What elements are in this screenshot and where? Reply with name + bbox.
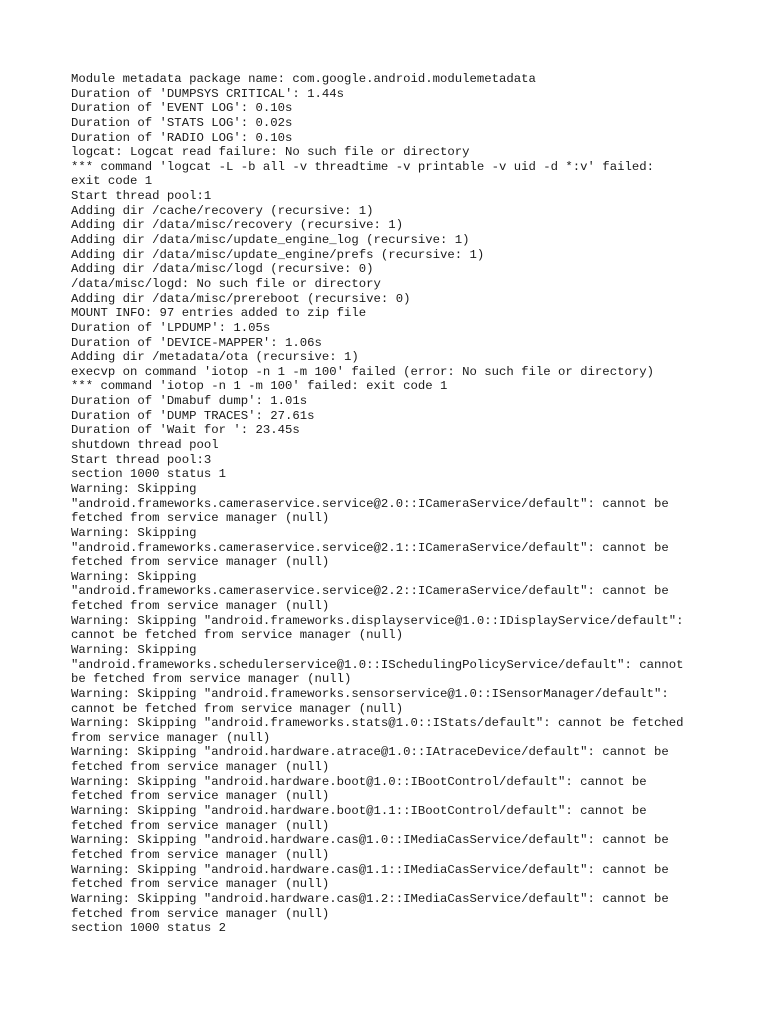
log-line: shutdown thread pool xyxy=(71,438,219,453)
log-line: Adding dir /data/misc/prereboot (recursive: 0) xyxy=(71,291,411,306)
log-line: execvp on command 'iotop -n 1 -m 100' failed (error: No such file or directory) xyxy=(71,364,654,379)
log-line: Warning: Skipping xyxy=(71,481,197,496)
log-line: Warning: Skipping "android.frameworks.displayservice@1.0::IDisplayService/default": xyxy=(71,613,684,628)
log-line: Adding dir /data/misc/recovery (recursive: 1) xyxy=(71,218,404,233)
log-line: fetched from service manager (null) xyxy=(71,789,330,804)
log-line: Start thread pool:1 xyxy=(71,189,212,204)
log-line: exit code 1 xyxy=(71,174,153,189)
log-line: fetched from service manager (null) xyxy=(71,906,330,921)
log-line: Warning: Skipping "android.hardware.cas@1.0::IMediaCasService/default": cannot be xyxy=(71,833,669,848)
log-line: from service manager (null) xyxy=(71,730,271,745)
log-line: Start thread pool:3 xyxy=(71,452,212,467)
log-line: Warning: Skipping xyxy=(71,525,197,540)
log-line: /data/misc/logd: No such file or directory xyxy=(71,276,381,291)
log-line: Warning: Skipping xyxy=(71,642,197,657)
log-line: *** command 'iotop -n 1 -m 100' failed: exit code 1 xyxy=(71,379,448,394)
log-line: Duration of 'Dmabuf dump': 1.01s xyxy=(71,394,308,409)
log-line: Duration of 'EVENT LOG': 0.10s xyxy=(71,101,293,116)
log-line: Duration of 'Wait for ': 23.45s xyxy=(71,423,300,438)
log-line: Duration of 'DEVICE-MAPPER': 1.06s xyxy=(71,335,322,350)
log-line: fetched from service manager (null) xyxy=(71,877,330,892)
log-line: cannot be fetched from service manager (null) xyxy=(71,628,404,643)
log-line: Adding dir /metadata/ota (recursive: 1) xyxy=(71,350,359,365)
log-line: Duration of 'LPDUMP': 1.05s xyxy=(71,320,271,335)
log-line: fetched from service manager (null) xyxy=(71,599,330,614)
log-line: Warning: Skipping "android.hardware.atrace@1.0::IAtraceDevice/default": cannot be xyxy=(71,745,669,760)
log-line: be fetched from service manager (null) xyxy=(71,672,352,687)
log-output xyxy=(71,72,711,936)
log-line: Adding dir /cache/recovery (recursive: 1) xyxy=(71,203,374,218)
log-line: Duration of 'DUMP TRACES': 27.61s xyxy=(71,408,315,423)
log-line: logcat: Logcat read failure: No such file or directory xyxy=(71,145,470,160)
log-line: fetched from service manager (null) xyxy=(71,818,330,833)
log-line: Adding dir /data/misc/update_engine/prefs (recursive: 1) xyxy=(71,247,485,262)
log-line: cannot be fetched from service manager (null) xyxy=(71,701,404,716)
log-line: *** command 'logcat -L -b all -v threadtime -v printable -v uid -d *:v' failed: xyxy=(71,159,654,174)
log-line: section 1000 status 1 xyxy=(71,467,226,482)
log-line: section 1000 status 2 xyxy=(71,921,226,936)
log-line: Adding dir /data/misc/logd (recursive: 0) xyxy=(71,262,374,277)
log-line: Warning: Skipping xyxy=(71,569,197,584)
log-line: Module metadata package name: com.google.android.modulemetadata xyxy=(71,72,536,86)
log-line: MOUNT INFO: 97 entries added to zip file xyxy=(71,306,367,321)
log-line: "android.frameworks.schedulerservice@1.0::ISchedulingPolicyService/default": cannot xyxy=(71,657,684,672)
log-line: fetched from service manager (null) xyxy=(71,847,330,862)
log-line: "android.frameworks.cameraservice.service@2.0::ICameraService/default": cannot be xyxy=(71,496,669,511)
log-line: Warning: Skipping "android.hardware.boot@1.0::IBootControl/default": cannot be xyxy=(71,774,647,789)
log-line: Warning: Skipping "android.hardware.cas@1.1::IMediaCasService/default": cannot be xyxy=(71,862,669,877)
log-line: fetched from service manager (null) xyxy=(71,760,330,775)
log-line: Warning: Skipping "android.hardware.cas@1.2::IMediaCasService/default": cannot be xyxy=(71,891,669,906)
log-line: Duration of 'STATS LOG': 0.02s xyxy=(71,115,293,130)
log-line: fetched from service manager (null) xyxy=(71,555,330,570)
log-line: Warning: Skipping "android.frameworks.stats@1.0::IStats/default": cannot be fetched xyxy=(71,716,684,731)
log-line: Adding dir /data/misc/update_engine_log (recursive: 1) xyxy=(71,233,470,248)
log-line: Warning: Skipping "android.hardware.boot@1.1::IBootControl/default": cannot be xyxy=(71,804,647,819)
log-line: Duration of 'DUMPSYS CRITICAL': 1.44s xyxy=(71,86,345,101)
log-line: "android.frameworks.cameraservice.service@2.2::ICameraService/default": cannot be xyxy=(71,584,669,599)
log-line: Warning: Skipping "android.frameworks.sensorservice@1.0::ISensorManager/default": xyxy=(71,686,669,701)
log-line: "android.frameworks.cameraservice.service@2.1::ICameraService/default": cannot be xyxy=(71,540,669,555)
log-line: fetched from service manager (null) xyxy=(71,511,330,526)
log-line: Duration of 'RADIO LOG': 0.10s xyxy=(71,130,293,145)
